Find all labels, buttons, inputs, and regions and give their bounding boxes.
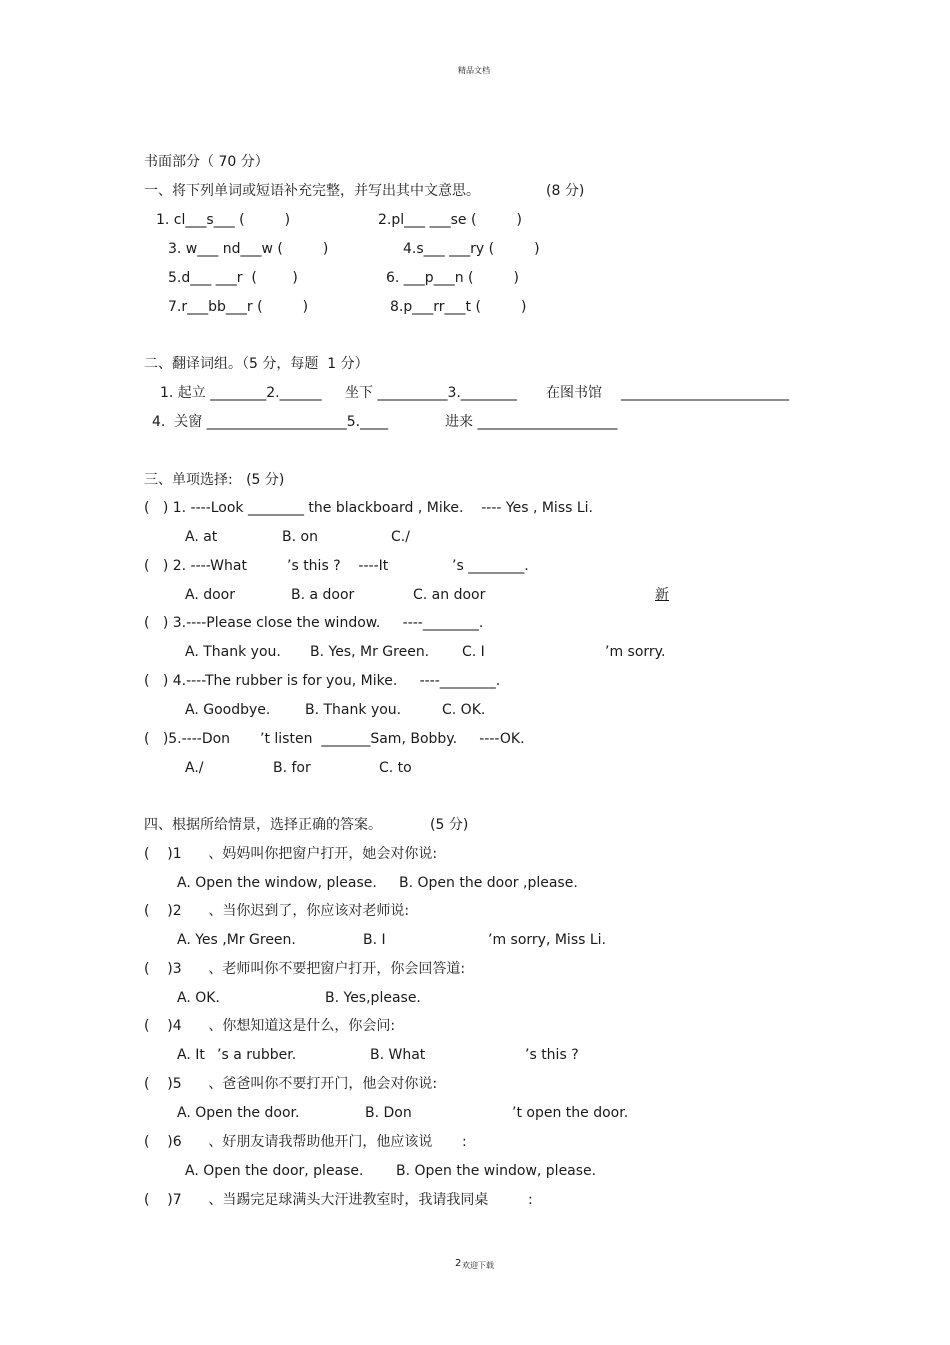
s3-q3-opt-c: C. I (462, 644, 485, 660)
s4-q1-opt-a: A. Open the window, please. (177, 875, 377, 891)
s1-item-5: 5.d___ ___r ( ) (168, 270, 298, 286)
s3-q5-part1: ( )5.----Don (144, 731, 231, 747)
s4-q4-opt-b: B. What (370, 1047, 426, 1063)
s3-q5-opt-b: B. for (273, 760, 311, 776)
s2-row1-a: 1. 起立 ________2.______ (160, 385, 322, 401)
s1-item-8: 8.p___rr___t ( ) (390, 299, 527, 315)
s4-q2-opt-b: B. I (363, 932, 386, 948)
s3-q2-part3: ’s ________. (452, 558, 529, 574)
s1-title: 一、将下列单词或短语补充完整，并写出其中文意思。 (144, 183, 480, 199)
s1-item-1: 1. cl___s___ ( ) (156, 212, 291, 228)
s3-q2-part1: ( ) 2. ----What (144, 558, 247, 574)
s4-q3-opt-b: B. Yes,please. (325, 990, 421, 1006)
s3-q1: ( ) 1. ----Look ________ the blackboard , Mike. ---- Yes , Miss Li. (144, 500, 593, 516)
s4-score: (5 分) (430, 817, 469, 833)
s3-q1-opt-b: B. on (282, 529, 318, 545)
s4-q2-opt-b-rest: ’m sorry, Miss Li. (488, 932, 606, 948)
s3-q4-opt-a: A. Goodbye. (185, 702, 271, 718)
section-title: 书面部分（ 70 分） (144, 154, 269, 170)
s4-q7-colon: : (528, 1192, 533, 1208)
s4-q2-opt-a: A. Yes ,Mr Green. (177, 932, 296, 948)
page-footer: 欢迎下载 (462, 1261, 494, 1270)
s3-q4: ( ) 4.----The rubber is for you, Mike. ----________. (144, 673, 501, 689)
s1-item-6: 6. ___p___n ( ) (386, 270, 519, 286)
s2-row1-c: 在图书馆 (546, 385, 602, 401)
s3-q5-part2: ’t listen _______Sam, Bobby. ----OK. (260, 731, 525, 747)
s3-q2-opt-c: C. an door (413, 587, 486, 603)
s1-item-7: 7.r___bb___r ( ) (168, 299, 309, 315)
s1-item-3: 3. w___ nd___w ( ) (168, 241, 329, 257)
s4-q3-opt-a: A. OK. (177, 990, 220, 1006)
page-header: 精品文档 (458, 66, 490, 75)
s4-q6-opt-a: A. Open the door, please. (185, 1163, 364, 1179)
s3-q2-opt-b: B. a door (291, 587, 355, 603)
s3-q1-opt-a: A. at (185, 529, 218, 545)
s4-q5-opt-b-rest: ’t open the door. (512, 1105, 629, 1121)
s4-q2: ( )2 、当你迟到了，你应该对老师说: (144, 903, 410, 919)
s2-row2-a: 4. 关窗 ____________________5.____ (152, 414, 389, 430)
s1-item-2: 2.pl___ ___se ( ) (378, 212, 522, 228)
s3-q3: ( ) 3.----Please close the window. ----________. (144, 615, 484, 631)
s4-q5-opt-b: B. Don (365, 1105, 412, 1121)
s4-q4: ( )4 、你想知道这是什么，你会问: (144, 1018, 396, 1034)
s3-q4-opt-b: B. Thank you. (305, 702, 402, 718)
s3-q1-opt-c: C./ (391, 529, 410, 545)
page-number: 2 (455, 1258, 462, 1269)
s4-q4-opt-a: A. It (177, 1047, 205, 1063)
s4-q5: ( )5 、爸爸叫你不要打开门，他会对你说: (144, 1076, 438, 1092)
s3-q5-opt-a: A./ (185, 760, 204, 776)
s4-q6-colon: : (462, 1134, 467, 1150)
s1-score: (8 分) (546, 183, 585, 199)
s4-q6: ( )6 、好朋友请我帮助他开门，他应该说 (144, 1134, 433, 1150)
s4-q4-opt-b-rest: ’s this ? (525, 1047, 579, 1063)
s3-q2-part2: ’s this ? ----It (287, 558, 389, 574)
s4-q1-opt-b: B. Open the door ,please. (399, 875, 578, 891)
s3-q3-opt-b: B. Yes, Mr Green. (310, 644, 430, 660)
s3-q5-opt-c: C. to (379, 760, 412, 776)
s2-row1-b: 坐下 __________3.________ (345, 385, 517, 401)
s4-q1: ( )1 、妈妈叫你把窗户打开，她会对你说: (144, 846, 438, 862)
s2-row1-d: ________________________ (621, 385, 789, 401)
s4-q7: ( )7 、当踢完足球满头大汗进教室时，我请我同桌 (144, 1192, 489, 1208)
s3-q2-opt-a: A. door (185, 587, 236, 603)
s3-q4-opt-c: C. OK. (442, 702, 486, 718)
s2-row2-b: 进来 ____________________ (445, 414, 618, 430)
s4-q5-opt-a: A. Open the door. (177, 1105, 300, 1121)
s4-q3: ( )3 、老师叫你不要把窗户打开，你会回答道: (144, 961, 466, 977)
s3-q3-opt-c-rest: ’m sorry. (605, 644, 666, 660)
s1-item-4: 4.s___ ___ry ( ) (403, 241, 540, 257)
s4-q4-opt-a-rest: ’s a rubber. (217, 1047, 297, 1063)
s3-title: 三、单项选择: (5 分) (144, 472, 285, 488)
s4-q6-opt-b: B. Open the window, please. (396, 1163, 597, 1179)
s3-mark: 新 (655, 587, 669, 603)
s2-title: 二、翻译词组。（5 分，每题 1 分） (144, 356, 369, 372)
s3-q3-opt-a: A. Thank you. (185, 644, 281, 660)
s4-title: 四、根据所给情景，选择正确的答案。 (144, 817, 382, 833)
